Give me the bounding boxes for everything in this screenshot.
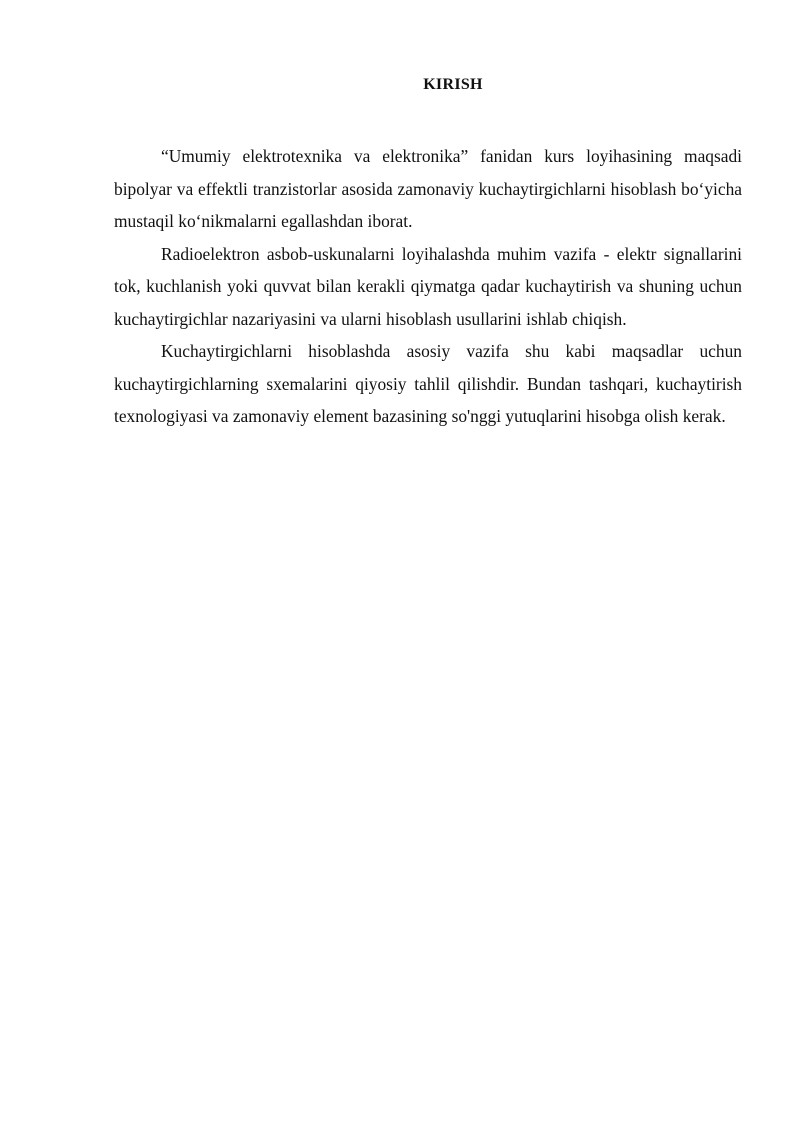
- paragraph-2: Radioelektron asbob-uskunalarni loyihalashda muhim vazifa - elektr signallarini tok, kuchlanish yoki quvvat bilan kerakli qiymatga qadar kuchaytirish va shuning uchun kuchaytirgichlar nazariyasini va ularni hisoblash usullarini ishlab chiqish.: [114, 243, 742, 329]
- paragraph-1: “Umumiy elektrotexnika va elektronika” fanidan kurs loyihasining maqsadi bipolyar va effektli tranzistorlar asosida zamonaviy kuchaytirgichlarni hisoblash bo‘yicha mustaqil ko‘nikmalarni egallashdan iborat.: [114, 146, 742, 231]
- paragraph-3: Kuchaytirgichlarni hisoblashda asosiy vazifa shu kabi maqsadlar uchun kuchaytirgichlarning sxemalarini qiyosiy tahlil qilishdir. Bundan tashqari, kuchaytirish texnologiyasi va zamonaviy element bazasining so'nggi yutuqlarini hisobga olish kerak.: [114, 341, 742, 426]
- page-title: KIRISH: [423, 76, 483, 93]
- document-body: [114, 140, 742, 433]
